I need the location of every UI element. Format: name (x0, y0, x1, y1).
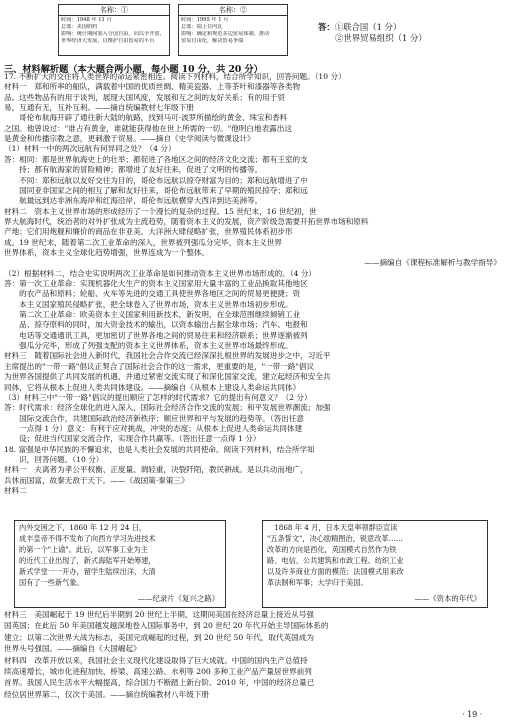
text-line: 答：相同：都是世界航海史上的壮举；都促进了各地区之间的经济文化交流；都有王室的支 (4, 154, 308, 164)
text-line: 易，互通有无，互补互利。——摘自统编教材七年级下册 (4, 103, 194, 113)
frame-line: 路、电信、公共建筑和市政工程、纺织工业 (267, 556, 404, 565)
card-line: 影响：确定和规范多边贸易体制，推动 (181, 31, 270, 37)
frame-line: 改革的方向是西化，英国模式自然作为铁 (267, 545, 397, 554)
text-line: 识，回答问题。（10 分） (4, 454, 104, 464)
text-line: 本主义国家殖民侵略扩张，把全球卷入了世界市场，资本主义世界市场初步形成。 (4, 299, 293, 309)
card-line: 总部：美国纽约 (61, 24, 98, 30)
frame-line: 内外交困之下，1860 年 12 月 24 日， (19, 523, 147, 532)
text-line: 材料三 美国崛起于 19 世纪后半期到 20 世纪上半期，这期间美国在经济总量上接近从号强 (4, 610, 314, 619)
text-line: 是黄金和传播宗教之意，更刺激于贸易。——摘自《史学阅读与微课设计》 (4, 134, 255, 144)
card-heading: 名称：② (179, 5, 287, 16)
frame-line: 以及许多商业方面的模范；法国模式用来改 (267, 567, 404, 576)
text-line: 不同：郑和远航以友好交往为目的，哥伦布远航以掠夺财富为目的；郑和远航增进了中 (4, 175, 308, 185)
text-line: 品。这些物品有的用于谈判，展现大国风度，发展和互之间的友好关系；有的用于贸 (4, 92, 285, 102)
card-heading: 名称：① (59, 5, 169, 16)
frame-caption: ——《资本的年代》 (414, 594, 481, 603)
card-line: 贸易自由化，解决贸易争端 (181, 38, 244, 44)
text-line: 持；都有航海家的冒险精神；都增进了友好往来，促进了文明的传播等。 (4, 165, 263, 175)
text-line: 界大航海时代，统治者的对外扩张成为主流趋势，随着资本主义的发展，资产阶级急需要开拓世界市场和原料 (4, 216, 369, 226)
text-line: （2）根据材料二，结合史实说明两次工业革命是如何推动资本主义世界市场形成的。（4 分） (4, 268, 317, 278)
text-line: 电话等交通通讯工具，更加密切了世界各地之间的贸易往来和经济联系；世界逐渐被列 (4, 330, 308, 340)
text-line: 首界。我国人民生活水平大幅提高，综合国力不断踏上新台阶。2010 年，中国的经济总量已 (4, 678, 315, 688)
text-line: 品、掠夺原料的同时，加大资金技术的输出，以资本输出占据全球市场；汽车、电报和 (4, 320, 308, 330)
card-line: 总部：瑞士日内瓦 (181, 24, 223, 30)
text-line: 经位居世界第二，仅次于美国。——摘自统编教材八年级下册 (4, 689, 210, 699)
text-line: 答：时代需求：经济全球化的进入深入，国际社会经济合作交流的发展；和平发展世界潮流；加强 (4, 403, 331, 413)
text-line: 的农产品和原料；轮船、火车等先进的交通工具使世界各地区之间的贸易更便捷；资 (4, 289, 301, 299)
text-line: 材料一 夫离者为孝公平权衡、正度量、调轻重，决裂阡陌，教民耕战。是以兵动而地广， (4, 465, 308, 475)
text-line: 答：第一次工业革命：实现机器化大生产的资本主义国家用大量丰富的工业品换取其他地区 (4, 279, 308, 288)
card-line: 时间：1995 年 1 月 (181, 17, 229, 23)
text-line: 兵休而国富，故秦无敌于天下。——《战国策·秦策三》 (4, 475, 189, 485)
info-card-2 (178, 4, 288, 56)
section-title: 三、材料解析题（本大题合两小题，每小题 10 分，共 20 分） (4, 64, 263, 75)
frame-line: 的近代工业出现了，新式海陆军开始筹建， (19, 556, 156, 565)
text-line: 续高速增长，城市化进程加快、桥梁、高速公路、水利等 200 多种工业产品产量居世界前列 (4, 667, 312, 676)
material-frame-left (14, 520, 226, 608)
page-number: · 19 · (462, 710, 483, 719)
text-line: 哥伦布航海开辟了通往新大陆的航路，找到马可·波罗所描绘的黄金、珠宝和香料 (4, 113, 288, 123)
text-line: 航最远到达非洲东海岸和红海沿岸，哥伦布远航横穿大西洋到达美洲等。 (4, 196, 263, 206)
text-line: 材料三 随着国际社会进入新时代，我国社会合作交流已经深深扎根世界的发展进步之中，习近平 (4, 351, 331, 361)
text-line: 17. 不断扩大的交往将人类世界的命运紧密相连。阅读下列材料，结合所学知识，回答问题。（10 分） (4, 72, 346, 81)
card-line: 时间：1948 年 11 月 (61, 17, 112, 23)
text-line: 产地；它们用炮舰和廉价的商品在非亚美，大洋洲大肆侵略扩张，世界殖民体系初步形 (4, 227, 293, 237)
text-line: （1）材料一中的两次远航有何异同之处？（4 分） (4, 144, 176, 154)
text-line: 材料一 郑和所率的船队，满载着中国的优质丝绸、精美瓷器、上等茶叶和漆器等各类物 (4, 82, 301, 92)
text-line: 为世界各国提供了共同发展的机遇，并通过紧密交流实现了和深化国家交流，建立起经济和安全共 (4, 372, 331, 382)
text-line: 建立；以第二次世界大战为标志，美国完成崛起的过程，到 20 世纪 50 年代，取代英国成为 (4, 632, 314, 642)
frame-line: 新式学堂一一开办，留学生陆续出洋，大清 (19, 567, 156, 576)
text-line: 世界体系，资本主义全球化趋势增强，世界连成为一个整体。 (4, 247, 210, 257)
frame-caption: ——纪录片《复兴之路》 (137, 594, 219, 603)
text-line: 成。19 世纪末，随着第二次工业革命的深入，世界被列强瓜分完毕，资本主义世界 (4, 237, 282, 247)
card-line: 影响：统计期间加入分国自由，向以全开放， (61, 31, 165, 37)
answer-block (318, 22, 427, 44)
frame-line: 国有了一些新气象。 (19, 578, 84, 587)
text-line: 18. 富强是中华民族的不懈追求，也是人类社会发展的共同使命。阅读下列材料，结合所学知 (4, 444, 315, 454)
frame-line: "五条誓文"，决心励精图治，锐意改革…… (267, 534, 403, 543)
text-line: 同体，它将从根本上促进人类共同体建设。——摘编自《从根本上建设人类命运共同体》 (4, 382, 301, 392)
text-line: 之国。他曾说过："谁占有黄金，谁就能获得他在世上所需的一切。"他明白地表露出这 (4, 123, 292, 133)
answer-item: ①联合国（1 分） (334, 22, 402, 32)
frame-line: 成丰皇帝不得不发布了向西方学习先进技术 (19, 534, 156, 543)
text-line: 国英国；在此后 50 年美国越发越深地卷入国际事务中，到 20 世纪 20 年代开始主导国际体系的 (4, 621, 329, 631)
answer-label: 答： (318, 22, 335, 32)
card-line: 世界经济大发展，以维护自由贸易的平台 (61, 38, 155, 44)
text-line: 材料二 资本主义世界市场的形成经历了一个漫长的复杂的过程。15 世纪末，16 世纪初，世 (4, 206, 317, 216)
info-card-1 (58, 4, 170, 56)
text-line: （3）材料三中"一带一路"倡议的提出顺应了怎样的时代需求？它的提出有何意义？（2 分） (4, 392, 312, 402)
text-line: ——摘编自《课程标准解析与教学指导》 (364, 258, 501, 268)
text-line: 设；促进当代国家交流合作，实现合作共赢等。（答出任意一点得 1 分） (4, 434, 261, 444)
frame-line: 革法制和军事；大学归于美国。 (267, 578, 368, 587)
material-frame-right (262, 520, 488, 608)
frame-line: 的第一个"上谕"。此后，以军事工业为主 (19, 545, 148, 554)
text-line: 国际交流合作，共建国际政治经济新秩序；顺应世界和平与发展的趋势等。（答出任意 (4, 413, 304, 423)
text-line: 材料四 改革开放以来，我国社会主义现代化建设取得了巨大成就。中国的国内生产总值持 (4, 655, 308, 665)
text-line: 一点得 1 分）意义：有利于应对挑战，冲突的态度；从根本上促进人类命运共同体建 (4, 423, 303, 433)
text-line: 材料二 (4, 486, 27, 495)
text-line: 第二次工业革命：欧美资本主义国家利用新技术，新发明，在全球范围继续倾销工业 (4, 310, 301, 320)
text-line: 主席提出的"一带一路"倡议正契合了国际社会合作的这一需求，更重要的是，"一带一路"倡议 (4, 361, 315, 371)
text-line: 强瓜分完毕，形成了列强支配的资本主义世界体系，资本主义世界市场最终形成。 (4, 341, 293, 351)
answer-item: ②世界贸易组织（1 分） (335, 33, 427, 43)
text-line: 世界头号强国。——摘编自《大国崛起》 (4, 644, 141, 654)
text-line: 国同亚非国家之间的相互了解和友好往来，哥伦布远航带来了早期的殖民掠夺；郑和远 (4, 185, 308, 195)
frame-line: 1868 年 4 月，日本天皇率领群臣宣读 (267, 523, 398, 532)
